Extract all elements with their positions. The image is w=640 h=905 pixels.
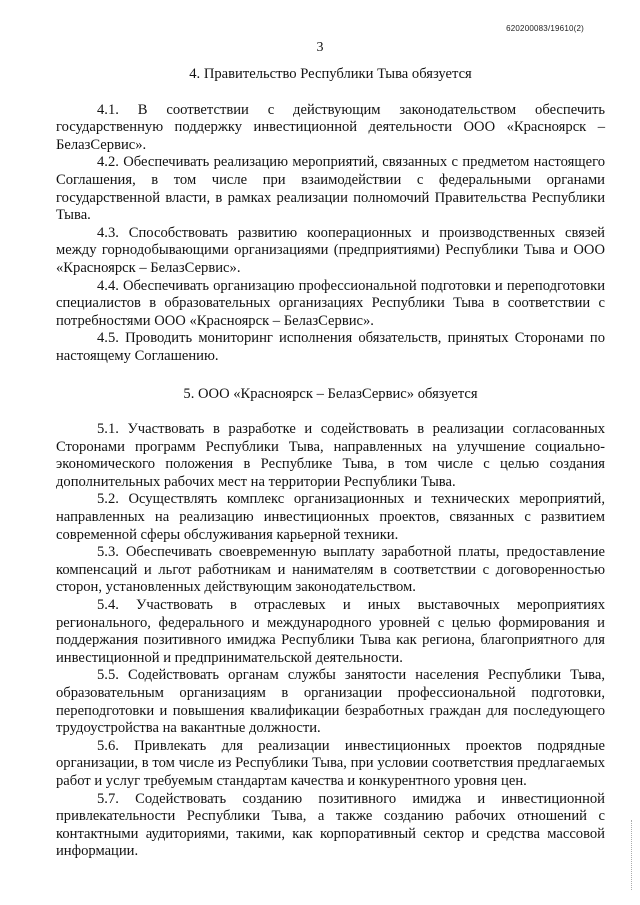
paragraph-4-5: 4.5. Проводить мониторинг исполнения обязательств, принятых Сторонами по настоящему Соглашению.: [56, 330, 605, 364]
paragraph-5-3: 5.3. Обеспечивать своевременную выплату заработной платы, предоставление компенсаций и льгот работникам и нанимателям в соответствии с договоренностью сторон, установленных действующим законодательством.: [56, 544, 605, 596]
paragraph-4-3: 4.3. Способствовать развитию кооперационных и производственных связей между горнодобывающими организациями (предприятиями) Республики Тыва и ООО «Красноярск – БелазСервис».: [56, 224, 605, 276]
paragraph-5-7: 5.7. Содействовать созданию позитивного имиджа и инвестиционной привлекательности Республики Тыва, а также созданию рабочих отношений с контактными аудиториями, такими, как корпоративный сектор и средства массовой информации.: [56, 790, 605, 860]
paragraph-5-2: 5.2. Осуществлять комплекс организационных и технических мероприятий, направленных на реализацию инвестиционных проектов, связанных с развитием современной сферы обслуживания карьерной техники.: [56, 491, 605, 543]
paragraph-4-1: 4.1. В соответствии с действующим законодательством обеспечить государственную поддержку инвестиционной деятельности ООО «Красноярск – БелазСервис».: [56, 101, 605, 153]
paragraph-4-4: 4.4. Обеспечивать организацию профессиональной подготовки и переподготовки специалистов в образовательных организациях Республики Тыва в соответствии с потребностями ООО «Красноярск – БелазСервис».: [56, 277, 605, 329]
document-code: 620200083/19610(2): [506, 24, 584, 33]
section-5-title: 5. ООО «Красноярск – БелазСервис» обязуется: [183, 385, 478, 402]
document-body: [56, 66, 605, 861]
paragraph-5-5: 5.5. Содействовать органам службы занятости населения Республики Тыва, образовательным организациям в организации профессиональной подготовки, переподготовки и повышения квалификации безработных граждан для последующего трудоустройства на вакантные должности.: [56, 667, 605, 737]
paragraph-5-6: 5.6. Привлекать для реализации инвестиционных проектов подрядные организации, в том числе из Республики Тыва, при условии соответствия предлагаемых работ и услуг требуемым стандартам качества и конкурентного уровня цен.: [56, 737, 605, 789]
paragraph-5-4: 5.4. Участвовать в отраслевых и иных выставочных мероприятиях регионального, федерального и международного уровней с целью формирования и поддержания позитивного имиджа Республики Тыва как региона, благоприятного для инвестиционной и предпринимательской деятельности.: [56, 597, 605, 666]
page-number: 3: [316, 40, 324, 55]
section-4-title: 4. Правительство Республики Тыва обязуется: [189, 66, 472, 82]
scan-edge-mark: [631, 820, 634, 890]
paragraph-5-1: 5.1. Участвовать в разработке и содействовать в реализации согласованных Сторонами программ Республики Тыва, направленных на улучшение социально-экономического положения в Республике Тыва, в том числе с целью создания дополнительных рабочих мест на территории Республики Тыва.: [56, 421, 605, 490]
paragraph-4-2: 4.2. Обеспечивать реализацию мероприятий, связанных с предметом настоящего Соглашения, в том числе при взаимодействии с федеральными органами государственной власти, в рамках реализации полномочий Правительства Республики Тыва.: [56, 154, 605, 224]
